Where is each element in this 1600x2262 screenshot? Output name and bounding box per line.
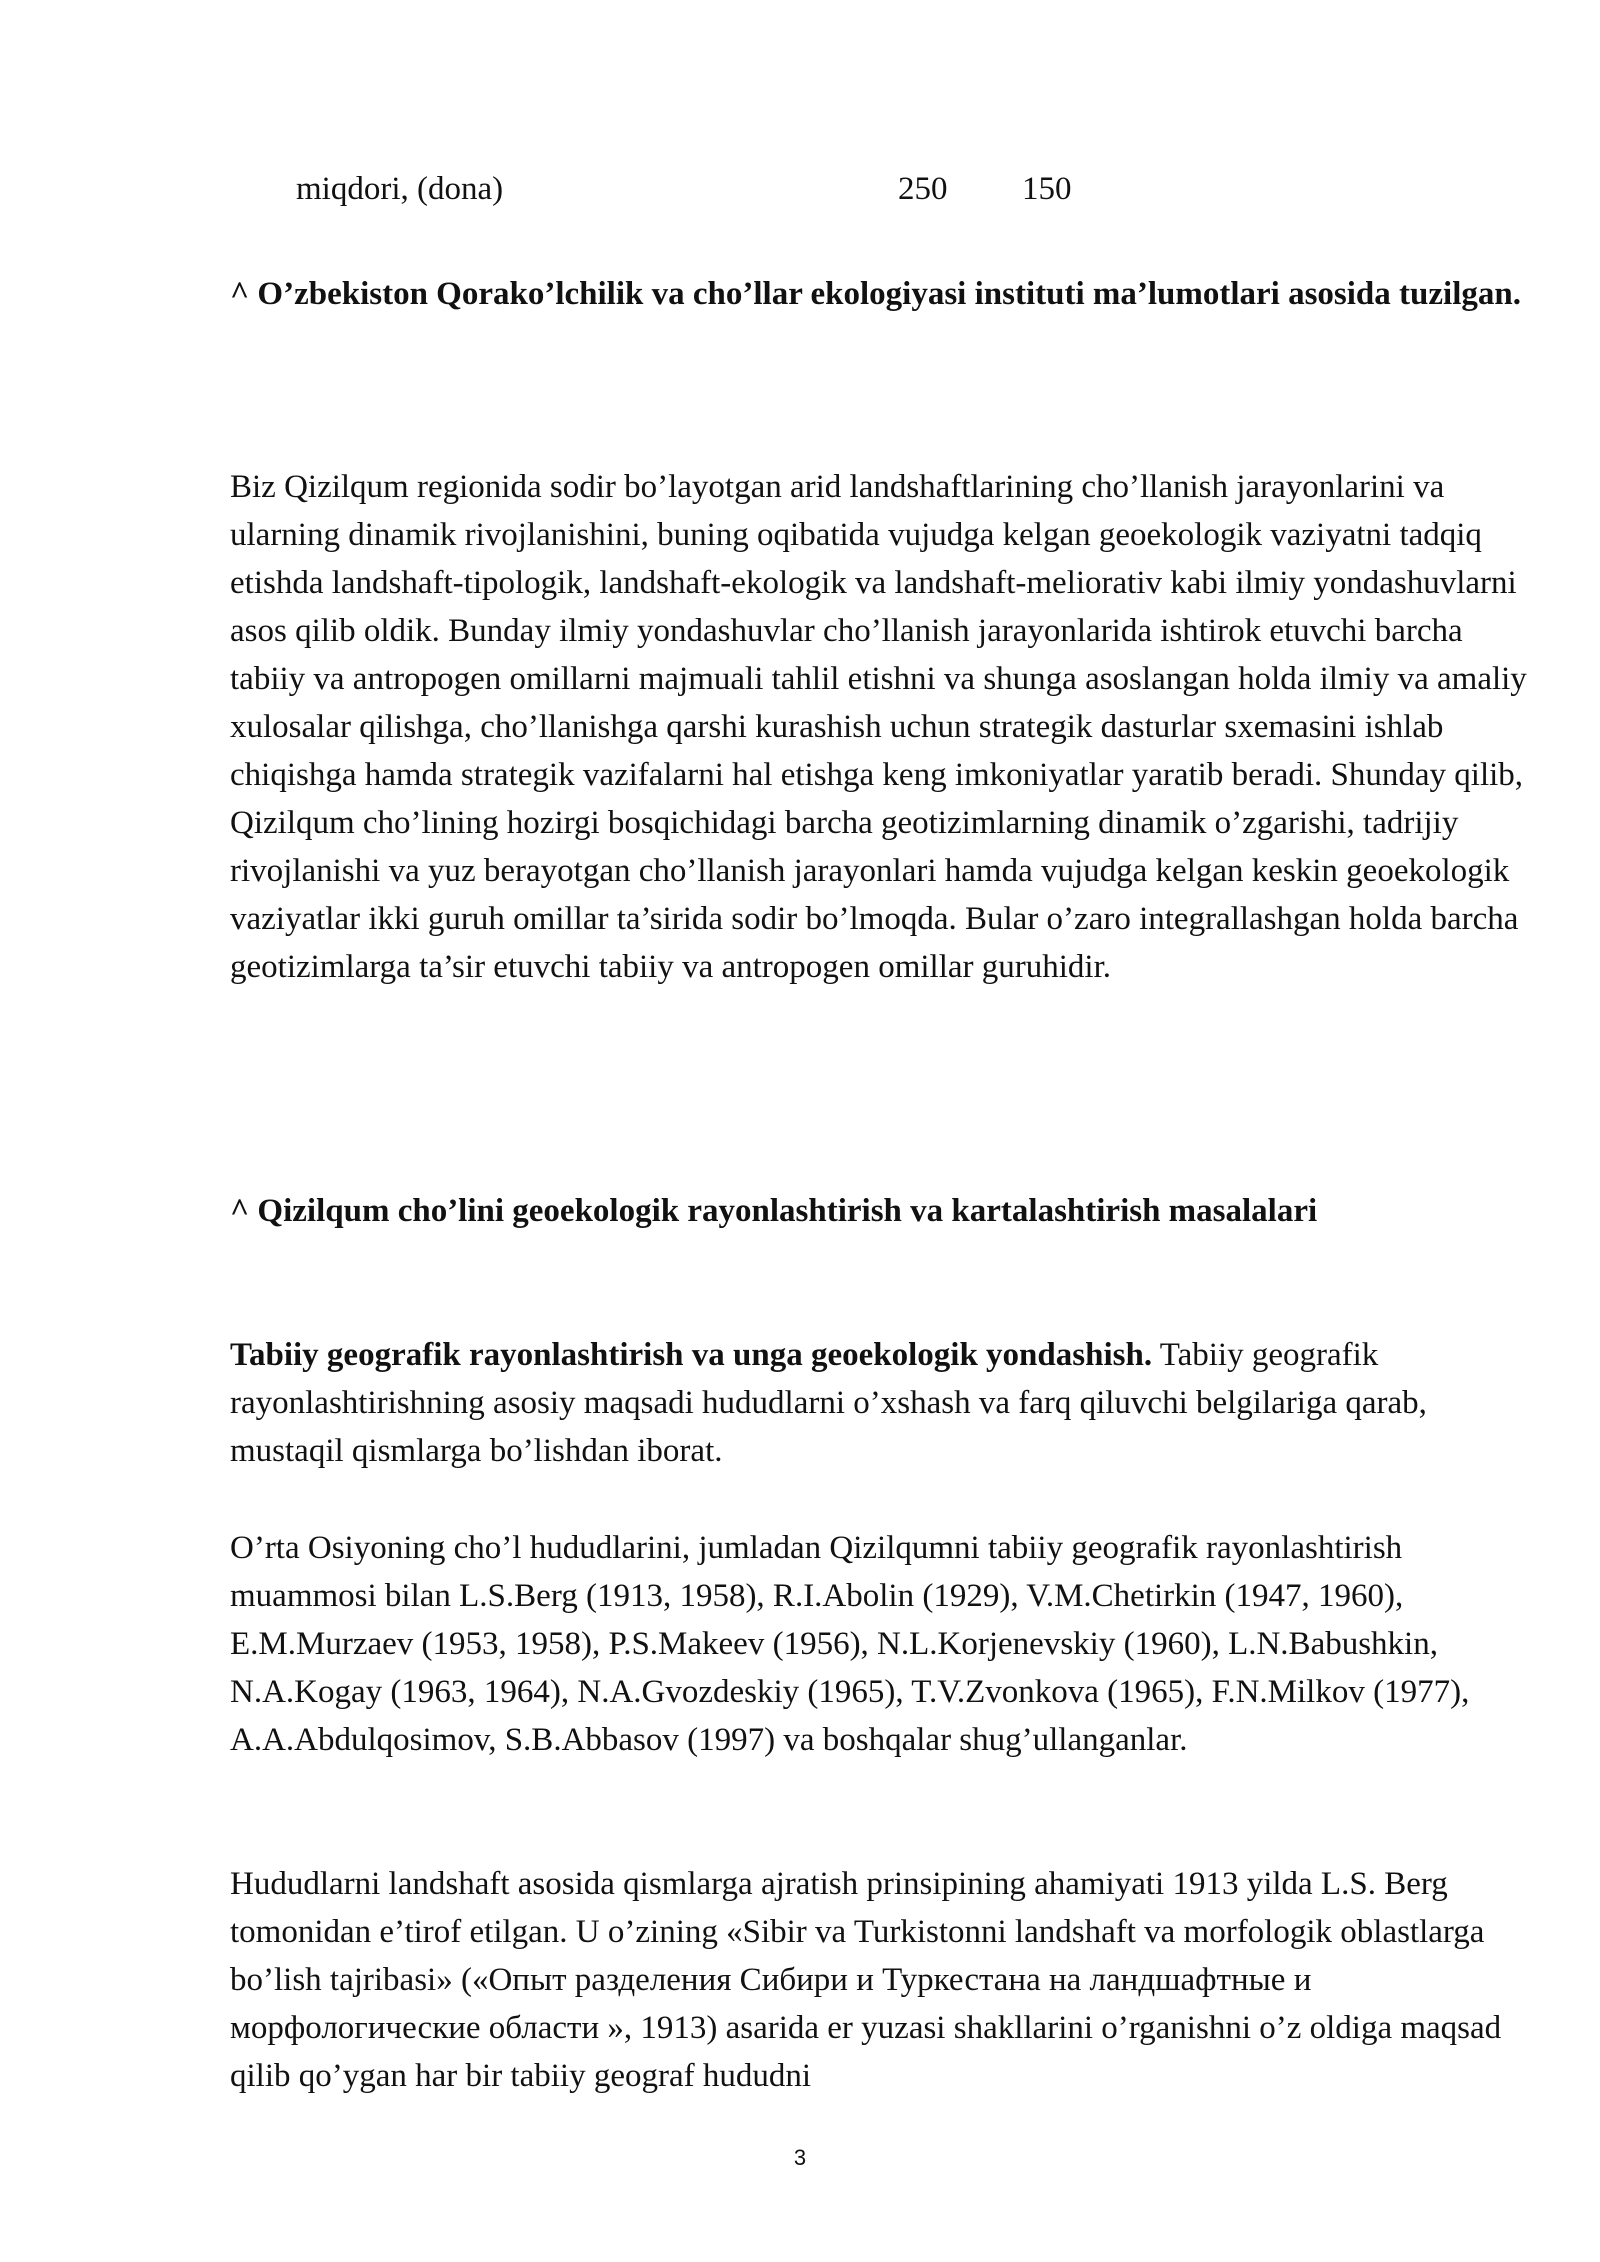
paragraph-lead: Tabiiy geografik rayonlashtirish va unga geoekologik yondashish.	[230, 1337, 1153, 1373]
table-source-note: ^ O’zbekiston Qorako’lchilik va cho’llar ekologiyasi instituti ma’lumotlari asosida tuzilgan.	[230, 276, 1521, 312]
table-row-value-2: 150	[1022, 171, 1072, 207]
page-number: 3	[793, 2145, 807, 2170]
paragraph-rayonlashtirish	[230, 1331, 1530, 1475]
table-row-label: miqdori, (dona)	[296, 171, 504, 207]
paragraph-researchers: O’rta Osiyoning cho’l hududlarini, jumladan Qizilqumni tabiiy geografik rayonlashtirish muammosi bilan L.S.Berg (1913, 1958), R.I.Abolin (1929), V.M.Chetirkin (1947, 1960), E.M.Murzaev (1953, 1958), P.S.Makeev (1956), N.L.Korjenevskiy (1960), L.N.Babushkin, N.A.Kogay (1963, 1964), N.A.Gvozdeskiy (1965), T.V.Zvonkova (1965), F.N.Milkov (1977), A.A.Abdulqosimov, S.B.Abbasov (1997) va boshqalar shug’ullanganlar.	[230, 1530, 1470, 1758]
table-row	[0, 165, 1600, 213]
paragraph-body: Tabiiy geografik rayonlashtirishning asosiy maqsadi hududlarni o’xshash va farq qiluvchi belgilariga qarab, mustaqil qismlarga bo’lishdan iborat.	[230, 1337, 1427, 1469]
paragraph-methodology: Biz Qizilqum regionida sodir bo’layotgan arid landshaftlarining cho’llanish jarayonlarini va ularning dinamik rivojlanishini, buning oqibatida vujudga kelgan geoekologik vaziyatni tadqiq etishda landshaft-tipologik, landshaft-ekologik va landshaft-meliorativ kabi ilmiy yondashuvlarni asos qilib oldik. Bunday ilmiy yondashuvlar cho’llanish jarayonlarida ishtirok etuvchi barcha tabiiy va antropogen omillarni majmuali tahlil etishni va shunga asoslangan holda ilmiy va amaliy xulosalar qilishga, cho’llanishga qarshi kurashish uchun strategik dasturlar sxemasini ishlab chiqishga hamda strategik vazifalarni hal etishga keng imkoniyatlar yaratib beradi. Shunday qilib, Qizilqum cho’lining hozirgi bosqichidagi barcha geotizimlarning dinamik o’zgarishi, tadrijiy rivojlanishi va yuz berayotgan cho’llanish jarayonlari hamda vujudga kelgan keskin geoekologik vaziyatlar ikki guruh omillar ta’sirida sodir bo’lmoqda. Bular o’zaro integrallashgan holda barcha geotizimlarga ta’sir etuvchi tabiiy va antropogen omillar guruhidir.	[230, 469, 1527, 985]
paragraph-berg: Hududlarni landshaft asosida qismlarga ajratish prinsipining ahamiyati 1913 yilda L.S. Berg tomonidan e’tirof etilgan. U o’zining «Sibir va Turkistonni landshaft va morfologik oblastlarga bo’lish tajribasi» («Опыт разделения Сибири и Туркестана на ландшафтные и морфологические области », 1913) asarida er yuzasi shakllarini o’rganishni o’z oldiga maqsad qilib qo’ygan har bir tabiiy geograf hududni	[230, 1866, 1502, 2094]
section-heading: ^ Qizilqum cho’lini geoekologik rayonlashtirish va kartalashtirish masalalari	[230, 1193, 1318, 1229]
table-row-value-1: 250	[898, 171, 948, 207]
